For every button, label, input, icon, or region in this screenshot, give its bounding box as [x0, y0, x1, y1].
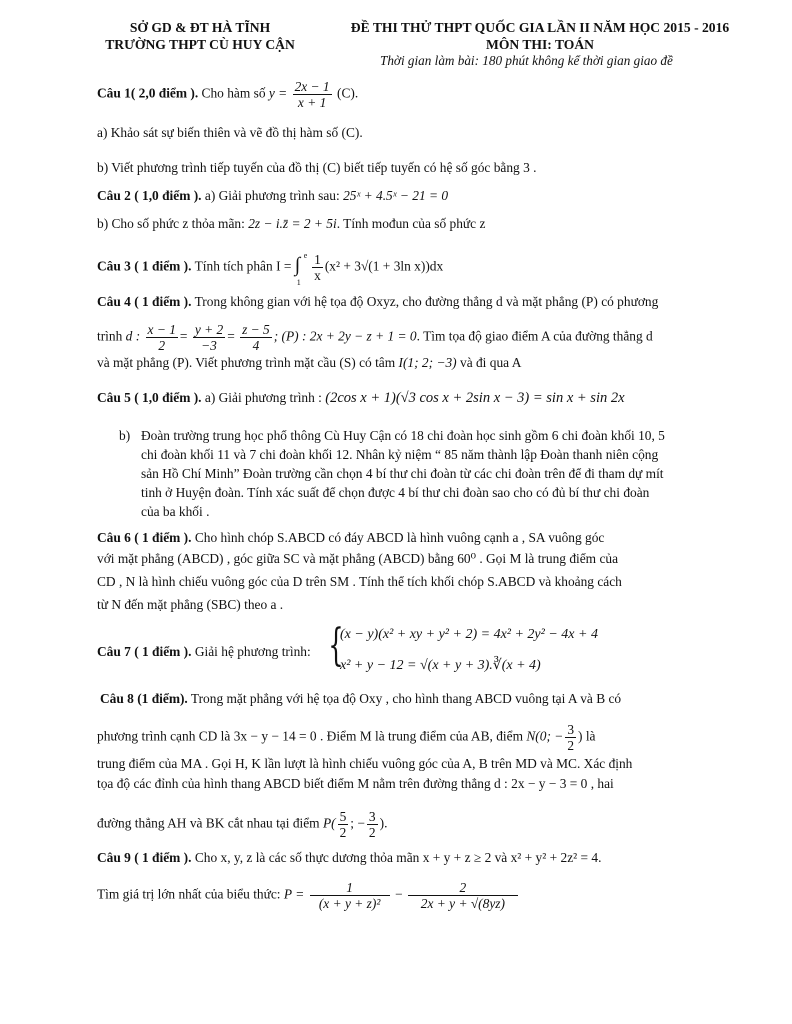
- q1-lead: Cho hàm số: [201, 85, 266, 101]
- q6-line-1: Câu 6 ( 1 điểm ). Cho hình chóp S.ABCD có đáy ABCD là hình vuông cạnh a , SA vuông góc: [97, 530, 605, 545]
- q4-line-3: và mặt phẳng (P). Viết phương trình mặt cầu (S) có tâm I(1; 2; −3) và đi qua A: [97, 355, 522, 370]
- q8-line-4: tọa độ các đỉnh của hình thang ABCD biết điểm M nằm trên đường thẳng d : 2x − y − 3 = 0 , hai: [97, 776, 614, 791]
- q6-line-4: từ N đến mặt phẳng (SBC) theo a .: [97, 597, 284, 612]
- q9-line-1: Câu 9 ( 1 điểm ). Cho x, y, z là các số thực dương thỏa mãn x + y + z ≥ 2 và x² + y² + 2z² = 4.: [97, 850, 602, 865]
- q3-fraction: $\frac{1}{x}$: [314, 252, 321, 283]
- integral-sign-icon: ∫ e 1: [294, 250, 308, 287]
- q8-line-3: trung điểm của MA . Gọi H, K lần lượt là hình chiếu vuông góc của A, B trên MD và MC. Xác định: [97, 756, 633, 771]
- q4-center: I(1; 2; −3): [398, 355, 457, 370]
- q6-line-2: với mặt phẳng (ABCD) , góc giữa SC và mặt phẳng (ABCD) bằng 60⁰ . Gọi M là trung điểm của: [97, 551, 619, 566]
- q1-stem: [97, 79, 358, 110]
- header-subject: MÔN THI: TOÁN: [485, 37, 594, 52]
- q6-label: Câu 6 ( 1 điểm ).: [97, 530, 192, 545]
- q2-part-b: b) Cho số phức z thỏa mãn: 2z − i.z̄ = 2 + 5i. Tính mođun của số phức z: [97, 216, 486, 231]
- q1-fraction: $\frac{2x - 1}{x + 1}$: [294, 79, 330, 110]
- q2-equation-a: 25ˣ + 4.5ˣ − 21 = 0: [343, 188, 449, 203]
- q5-equation: (2cos x + 1)(√3 cos x + 2sin x − 3) = sin x + sin 2x: [325, 390, 625, 406]
- q8-line-5: đường thẳng AH và BK cắt nhau tại điểm P( $\frac{5}{2}$ ; − $\frac{3}{2}$ ).: [97, 809, 388, 840]
- q5-part-a: Câu 5 ( 1,0 điểm ). a) Giải phương trình : (2cos x + 1)(√3 cos x + 2sin x − 3) = sin x + sin 2x: [97, 390, 625, 406]
- q9-term-2: $\frac{2}{2x + y + √(8yz)}$: [408, 880, 518, 911]
- q8-line-2: phương trình cạnh CD là 3x − y − 14 = 0 . Điểm M là trung điểm của AB, điểm N(0; − $\frac{3}{2}$ ) là: [97, 722, 596, 753]
- q7-stem: Câu 7 ( 1 điểm ). Giải hệ phương trình:: [97, 644, 311, 659]
- q4-plane: ; (P) : 2x + 2y − z + 1 = 0: [273, 328, 417, 344]
- q5-b-line-2: chi đoàn khối 11 và 7 chi đoàn khối 12. Nhân kỷ niệm “ 85 năm thành lập Đoàn thanh niên cộng: [141, 447, 659, 462]
- q8-n-fraction: $\frac{3}{2}$: [567, 722, 575, 753]
- q4-line-2: trình d : $\frac{x - 1}{2}$ = $\frac{y + 2}{-3}$ = $\frac{z - 5}{4}$ ; (P) : 2x + 2y − z + 1 = 0. Tìm tọa độ giao điểm A của đường thẳng d: [97, 322, 653, 353]
- q8-p-fraction-2: $\frac{3}{2}$: [368, 809, 376, 840]
- header-school: TRƯỜNG THPT CÙ HUY CẬN: [105, 37, 295, 52]
- q5-b-line-1: Đoàn trường trung học phổ thông Cù Huy Cận có 18 chi đoàn học sinh gồm 6 chi đoàn khối 10, 5: [141, 428, 665, 443]
- q4-frac-x: $\frac{x - 1}{2}$: [147, 322, 176, 353]
- q9-term-1: $\frac{1}{\text{(x + y + z)²}}$: [310, 880, 390, 911]
- q5-b-line-4: tinh ở Huyện đoàn. Tính xác suất để chọn được 4 bí thư chi đoàn sao cho có đủ bí thư chi đoàn: [141, 485, 650, 500]
- q1-tail: (C).: [337, 85, 359, 101]
- q4-line-1: Câu 4 ( 1 điểm ). Trong không gian với hệ tọa độ Oxyz, cho đường thẳng d và mặt phẳng (P) có phương: [97, 294, 659, 309]
- system-brace-icon: {: [328, 620, 344, 671]
- q1-part-b: b) Viết phương trình tiếp tuyến của đồ thị (C) biết tiếp tuyến có hệ số góc bằng 3 .: [97, 160, 537, 175]
- q9-label: Câu 9 ( 1 điểm ).: [97, 850, 192, 865]
- q3-label: Câu 3 ( 1 điểm ).: [97, 258, 192, 274]
- header-dept: SỞ GD & ĐT HÀ TĨNH: [129, 20, 271, 35]
- q7-label: Câu 7 ( 1 điểm ).: [97, 644, 192, 659]
- header-exam-title: ĐỀ THI THỬ THPT QUỐC GIA LẦN II NĂM HỌC 2015 - 2016: [350, 20, 730, 35]
- q4-frac-y: $\frac{y + 2}{-3}$: [194, 322, 224, 353]
- q5-b-line-5: của ba khối .: [141, 504, 210, 519]
- q1-part-a: a) Khảo sát sự biến thiên và vẽ đồ thị hàm số (C).: [97, 125, 363, 140]
- q9-line-2: Tìm giá trị lớn nhất của biểu thức: P = $\frac{1}{\text{(x + y + z)²}}$ − $\frac{2}{2x + y + √(8yz)}$: [97, 880, 520, 911]
- q2-label: Câu 2 ( 1,0 điểm ).: [97, 188, 202, 203]
- q6-line-3: CD , N là hình chiếu vuông góc của D trên SM . Tính thể tích khối chóp S.ABCD và khoảng cách: [97, 574, 622, 589]
- q7-equation-2: x² + y − 12 = √(x + y + 3).∛(x + 4): [340, 658, 541, 673]
- q3-integrand: (x² + 3√(1 + 3ln x))dx: [324, 258, 444, 274]
- q5-b-label: b): [119, 428, 131, 443]
- q4-label: Câu 4 ( 1 điểm ).: [97, 294, 192, 309]
- q5-label: Câu 5 ( 1,0 điểm ).: [97, 390, 202, 405]
- q7-equation-1: (x − y)(x² + xy + y² + 2) = 4x² + 2y² − 4x + 4: [340, 627, 598, 642]
- q1-label: Câu 1( 2,0 điểm ).: [97, 85, 199, 101]
- q3-lhs: I =: [276, 258, 292, 274]
- q4-frac-z: $\frac{z - 5}{4}$: [242, 322, 270, 353]
- q1-y: y =: [268, 85, 288, 101]
- q8-label: Câu 8 (1 điểm).: [100, 691, 188, 706]
- q2-part-a: Câu 2 ( 1,0 điểm ). a) Giải phương trình sau: 25ˣ + 4.5ˣ − 21 = 0: [97, 188, 449, 203]
- header-time: Thời gian làm bài: 180 phút không kể thời gian giao đề: [380, 53, 673, 68]
- q2-equation-b: 2z − i.z̄ = 2 + 5i: [248, 216, 337, 231]
- q5-b-line-3: sản Hồ Chí Minh” Đoàn trường cần chọn 4 bí thư chi đoàn từ các chi đoàn trên để đi tham dự mít: [141, 466, 664, 481]
- q3-stem: Câu 3 ( 1 điểm ). Tính tích phân I = ∫ e 1 $\frac{1}{x}$ (x² + 3√(1 + 3ln x))dx: [97, 250, 444, 287]
- q8-p-fraction-1: $\frac{5}{2}$: [339, 809, 347, 840]
- q8-line-1: Câu 8 (1 điểm). Trong mặt phẳng với hệ tọa độ Oxy , cho hình thang ABCD vuông tại A và B có: [100, 691, 622, 706]
